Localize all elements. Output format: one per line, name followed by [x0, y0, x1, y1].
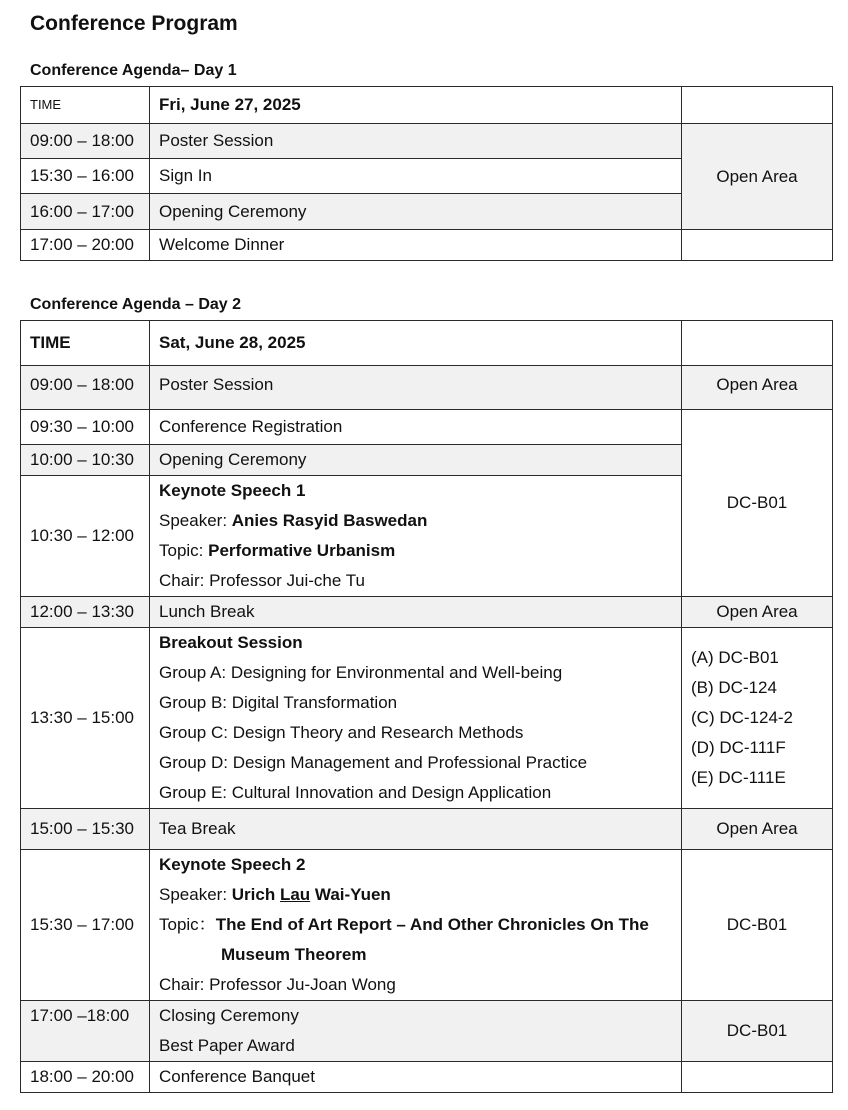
time-cell: 15:30 – 17:00 — [21, 850, 150, 1001]
breakout-title: Breakout Session — [159, 633, 303, 652]
keynote2-topic-line — [159, 910, 672, 940]
breakout-group: Group A: Designing for Environmental and Well-being — [159, 663, 563, 682]
table-row — [21, 809, 833, 850]
venue-header — [682, 87, 833, 124]
keynote2-cell — [150, 850, 682, 1001]
topic-line2: Museum Theorem — [221, 945, 367, 964]
keynote2-title: Keynote Speech 2 — [159, 855, 306, 874]
breakout-cell — [150, 628, 682, 809]
breakout-room: (C) DC-124-2 — [691, 708, 794, 727]
speaker-first: Urich — [231, 885, 280, 904]
time-header: TIME — [21, 87, 150, 124]
keynote1-cell — [150, 476, 682, 597]
time-cell: 12:00 – 13:30 — [21, 597, 150, 628]
topic-label: Topic: — [159, 541, 209, 560]
venue-cell: DC-B01 — [682, 410, 833, 597]
event-cell: Lunch Break — [150, 597, 682, 628]
time-cell: 09:00 – 18:00 — [21, 366, 150, 410]
breakout-room: (E) DC-111E — [691, 768, 786, 787]
venue-cell — [682, 230, 833, 261]
breakout-room: (B) DC-124 — [691, 678, 777, 697]
event-cell: Welcome Dinner — [150, 230, 682, 261]
event-cell: Opening Ceremony — [150, 445, 682, 476]
table-row — [21, 124, 833, 159]
day1-agenda-table — [20, 86, 833, 261]
table-row — [21, 1001, 833, 1062]
keynote2-speaker-line — [159, 880, 672, 910]
closing-line2: Best Paper Award — [159, 1036, 295, 1055]
time-header: TIME — [21, 321, 150, 366]
time-cell: 09:30 – 10:00 — [21, 410, 150, 445]
breakout-rooms-cell — [682, 628, 833, 809]
event-cell: Sign In — [150, 159, 682, 194]
table-row — [21, 850, 833, 1001]
venue-cell: Open Area — [682, 124, 833, 230]
speaker-label: Speaker: — [159, 885, 232, 904]
event-cell: Conference Registration — [150, 410, 682, 445]
breakout-group: Group C: Design Theory and Research Methods — [159, 723, 524, 742]
date-header: Fri, June 27, 2025 — [150, 87, 682, 124]
time-cell: 10:30 – 12:00 — [21, 476, 150, 597]
day2-header-row — [21, 321, 833, 366]
topic-label: Topic： — [159, 915, 216, 934]
venue-cell: DC-B01 — [682, 850, 833, 1001]
breakout-room: (A) DC-B01 — [691, 648, 779, 667]
breakout-group: Group B: Digital Transformation — [159, 693, 398, 712]
event-cell: Opening Ceremony — [150, 194, 682, 230]
speaker-name: Anies Rasyid Baswedan — [231, 511, 428, 530]
speaker-label: Speaker: — [159, 511, 232, 530]
time-cell: 18:00 – 20:00 — [21, 1062, 150, 1093]
keynote1-speaker-line — [159, 506, 672, 536]
keynote1-chair: Chair: Professor Jui-che Tu — [159, 571, 365, 590]
speaker-surname: Lau — [279, 885, 311, 904]
table-row — [21, 1062, 833, 1093]
time-cell: 13:30 – 15:00 — [21, 628, 150, 809]
day1-header-row — [21, 87, 833, 124]
time-cell: 09:00 – 18:00 — [21, 124, 150, 159]
day2-heading: Conference Agenda – Day 2 — [30, 296, 242, 313]
speaker-last: Wai-Yuen — [310, 885, 391, 904]
breakout-group: Group D: Design Management and Professional Practice — [159, 753, 588, 772]
closing-line1: Closing Ceremony — [159, 1006, 299, 1025]
table-row — [21, 597, 833, 628]
venue-cell: Open Area — [682, 366, 833, 410]
breakout-group: Group E: Cultural Innovation and Design Application — [159, 783, 552, 802]
topic-line1: The End of Art Report – And Other Chronicles On The — [215, 915, 649, 934]
keynote1-title: Keynote Speech 1 — [159, 481, 306, 500]
time-cell: 15:30 – 16:00 — [21, 159, 150, 194]
time-cell: 16:00 – 17:00 — [21, 194, 150, 230]
event-cell: Tea Break — [150, 809, 682, 850]
page-title: Conference Program — [30, 12, 238, 35]
date-header: Sat, June 28, 2025 — [150, 321, 682, 366]
venue-cell: Open Area — [682, 597, 833, 628]
topic-name: Performative Urbanism — [208, 541, 396, 560]
table-row — [21, 366, 833, 410]
venue-cell: DC-B01 — [682, 1001, 833, 1062]
table-row — [21, 230, 833, 261]
table-row — [21, 628, 833, 809]
time-cell: 15:00 – 15:30 — [21, 809, 150, 850]
day1-heading: Conference Agenda– Day 1 — [30, 62, 237, 79]
time-cell: 17:00 –18:00 — [21, 1001, 150, 1062]
event-cell: Poster Session — [150, 124, 682, 159]
closing-cell — [150, 1001, 682, 1062]
event-cell: Conference Banquet — [150, 1062, 682, 1093]
time-cell: 17:00 – 20:00 — [21, 230, 150, 261]
event-cell: Poster Session — [150, 366, 682, 410]
table-row — [21, 410, 833, 445]
keynote2-chair: Chair: Professor Ju-Joan Wong — [159, 975, 396, 994]
breakout-room: (D) DC-111F — [691, 738, 786, 757]
day2-agenda-table — [20, 320, 833, 1093]
time-cell: 10:00 – 10:30 — [21, 445, 150, 476]
venue-cell — [682, 1062, 833, 1093]
venue-header — [682, 321, 833, 366]
venue-cell: Open Area — [682, 809, 833, 850]
keynote1-topic-line — [159, 536, 672, 566]
